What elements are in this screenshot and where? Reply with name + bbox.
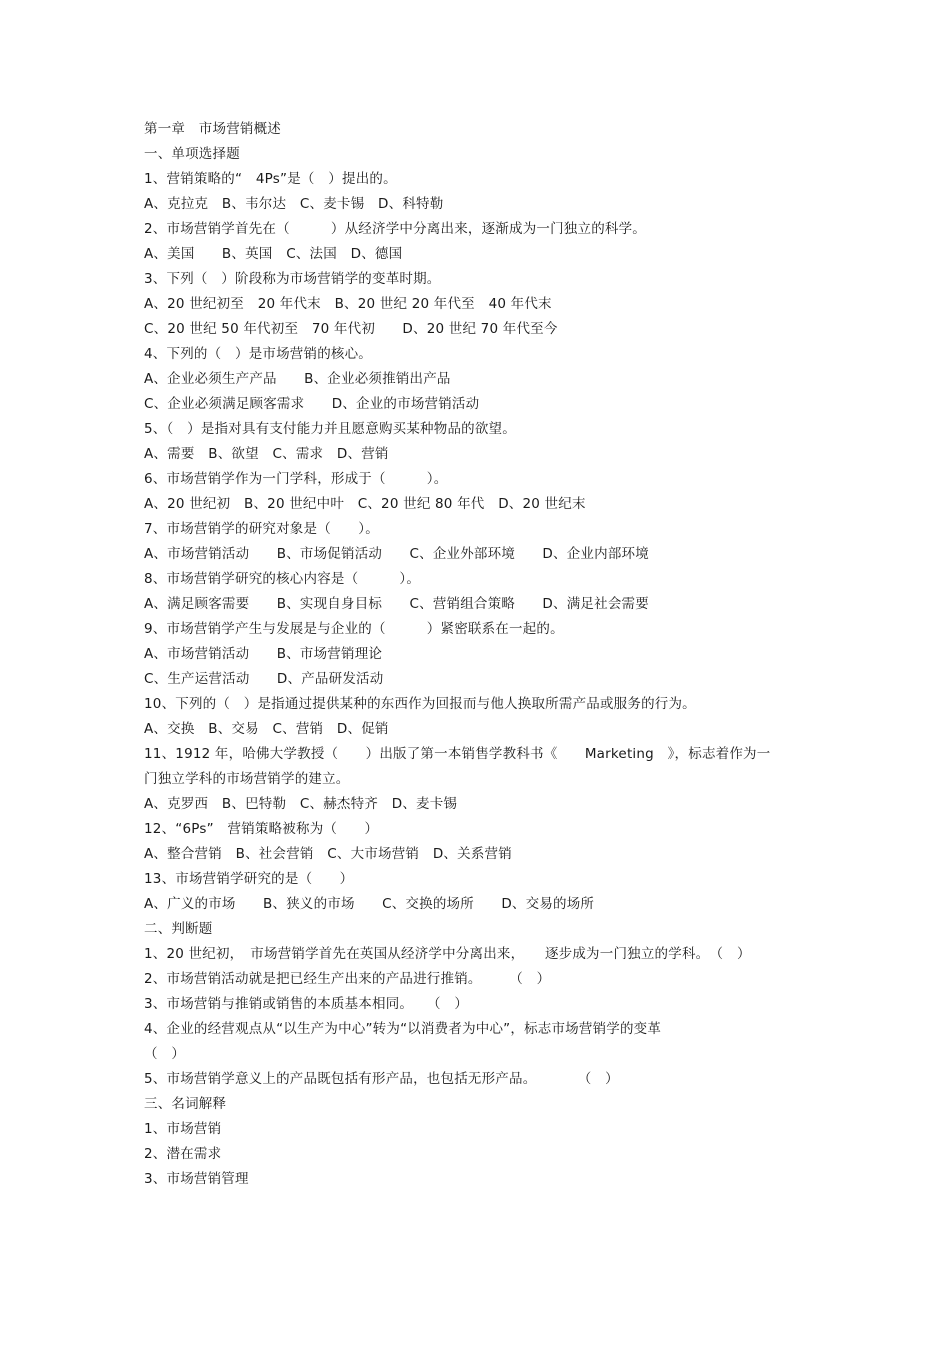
tf-question-1: 1、20 世纪初， 市场营销学首先在英国从经济学中分离出来， 逐步成为一门独立的学科。 （ ） bbox=[144, 946, 751, 962]
section-heading-true-false: 二、判断题 bbox=[144, 921, 213, 937]
chapter-title: 第一章 市场营销概述 bbox=[144, 121, 281, 137]
tf-question-4: 4、企业的经营观点从“以生产为中心”转为“以消费者为中心”，标志市场营销学的变革 bbox=[144, 1021, 662, 1037]
term-2: 2、潜在需求 bbox=[144, 1146, 222, 1162]
question-12: 12、“6Ps” 营销策略被称为（ ） bbox=[144, 821, 379, 837]
question-13: 13、市场营销学研究的是（ ） bbox=[144, 871, 354, 887]
tf-question-5: 5、市场营销学意义上的产品既包括有形产品，也包括无形产品。 （ ） bbox=[144, 1071, 619, 1087]
question-11: 11、1912 年，哈佛大学教授（ ）出版了第一本销售学教科书《 Marketing 》，标志着作为一 bbox=[144, 746, 771, 762]
options-4-cd: C、企业必须满足顾客需求 D、企业的市场营销活动 bbox=[144, 396, 480, 412]
term-1: 1、市场营销 bbox=[144, 1121, 222, 1137]
options-8: A、满足顾客需要 B、实现自身目标 C、营销组合策略 D、满足社会需要 bbox=[144, 596, 649, 612]
options-2: A、美国 B、英国 C、法国 D、德国 bbox=[144, 246, 403, 262]
question-3: 3、下列（ ）阶段称为市场营销学的变革时期。 bbox=[144, 271, 441, 287]
options-6: A、20 世纪初 B、20 世纪中叶 C、20 世纪 80 年代 D、20 世纪末 bbox=[144, 496, 586, 512]
options-3-cd: C、20 世纪 50 年代初至 70 年代初 D、20 世纪 70 年代至今 bbox=[144, 321, 558, 337]
question-11-cont: 门独立学科的市场营销学的建立。 bbox=[144, 771, 350, 787]
options-3-ab: A、20 世纪初至 20 年代末 B、20 世纪 20 年代至 40 年代末 bbox=[144, 296, 552, 312]
tf-question-2: 2、市场营销活动就是把已经生产出来的产品进行推销。 （ ） bbox=[144, 971, 551, 987]
options-12: A、整合营销 B、社会营销 C、大市场营销 D、关系营销 bbox=[144, 846, 512, 862]
term-3: 3、市场营销管理 bbox=[144, 1171, 249, 1187]
question-1: 1、营销策略的“ 4Ps”是（ ）提出的。 bbox=[144, 171, 397, 187]
options-11: A、克罗西 B、巴特勒 C、赫杰特齐 D、麦卡锡 bbox=[144, 796, 458, 812]
question-7: 7、市场营销学的研究对象是（ ）。 bbox=[144, 521, 379, 537]
options-13: A、广义的市场 B、狭义的市场 C、交换的场所 D、交易的场所 bbox=[144, 896, 595, 912]
question-6: 6、市场营销学作为一门学科，形成于（ ）。 bbox=[144, 471, 448, 487]
options-9-cd: C、生产运营活动 D、产品研发活动 bbox=[144, 671, 384, 687]
question-9: 9、市场营销学产生与发展是与企业的（ ）紧密联系在一起的。 bbox=[144, 621, 564, 637]
tf-question-3: 3、市场营销与推销或销售的本质基本相同。 （ ） bbox=[144, 996, 469, 1012]
question-4: 4、下列的（ ）是市场营销的核心。 bbox=[144, 346, 372, 362]
section-heading-terms: 三、名词解释 bbox=[144, 1096, 227, 1112]
question-2: 2、市场营销学首先在（ ）从经济学中分离出来，逐渐成为一门独立的科学。 bbox=[144, 221, 646, 237]
question-10: 10、下列的（ ）是指通过提供某种的东西作为回报而与他人换取所需产品或服务的行为。 bbox=[144, 696, 696, 712]
question-8: 8、市场营销学研究的核心内容是（ ）。 bbox=[144, 571, 421, 587]
options-5: A、需要 B、欲望 C、需求 D、营销 bbox=[144, 446, 389, 462]
section-heading-single-choice: 一、单项选择题 bbox=[144, 146, 240, 162]
options-7: A、市场营销活动 B、市场促销活动 C、企业外部环境 D、企业内部环境 bbox=[144, 546, 649, 562]
tf-question-4-cont: （ ） bbox=[144, 1046, 186, 1062]
options-1: A、克拉克 B、韦尔达 C、麦卡锡 D、科特勒 bbox=[144, 196, 444, 212]
options-10: A、交换 B、交易 C、营销 D、促销 bbox=[144, 721, 389, 737]
question-5: 5、（ ）是指对具有支付能力并且愿意购买某种物品的欲望。 bbox=[144, 421, 516, 437]
options-4-ab: A、企业必须生产产品 B、企业必须推销出产品 bbox=[144, 371, 451, 387]
options-9-ab: A、市场营销活动 B、市场营销理论 bbox=[144, 646, 383, 662]
